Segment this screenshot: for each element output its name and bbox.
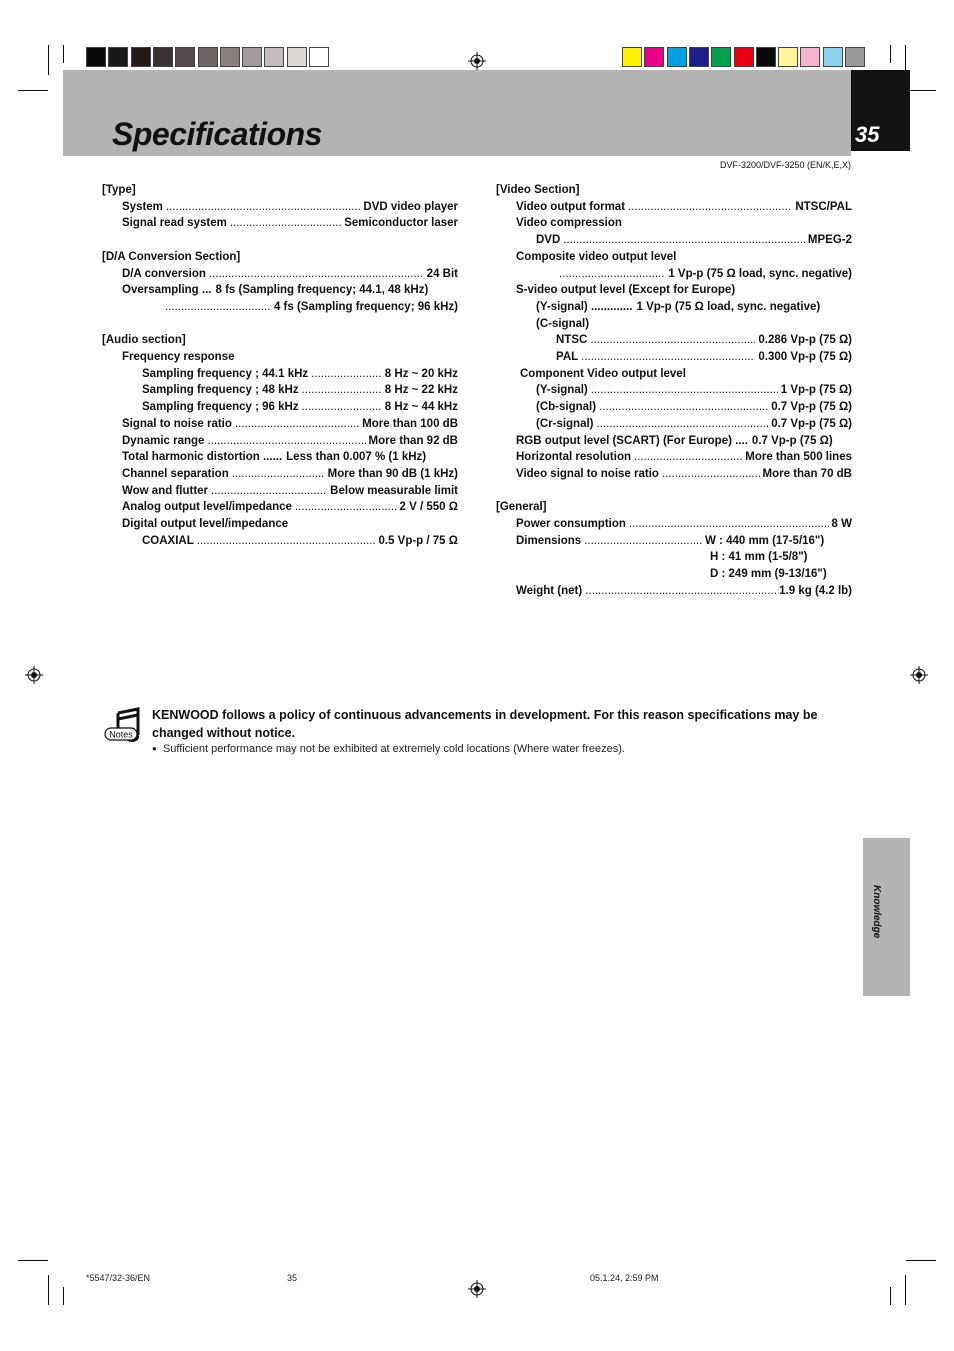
- registration-mark-icon: [25, 666, 43, 684]
- footer-date: 05.1.24, 2:59 PM: [590, 1273, 659, 1283]
- crop-mark: [63, 45, 64, 63]
- section-heading-type: [Type]: [102, 184, 136, 196]
- spec-row: Total harmonic distortion ...... Less than 0.007 % (1 kHz): [122, 451, 427, 464]
- color-swatch: [287, 47, 307, 67]
- spec-row: ..... 1 Vp-p (75 Ω load, sync. negative): [496, 266, 852, 283]
- crop-mark: [18, 1260, 48, 1261]
- registration-mark-icon: [910, 666, 928, 684]
- color-swatch: [264, 47, 284, 67]
- color-swatch: [823, 47, 843, 67]
- page-title: Specifications: [112, 116, 322, 152]
- crop-mark: [18, 90, 48, 91]
- color-swatch: [734, 47, 754, 67]
- spec-row: Sampling frequency ; 48 kHz ..... 8 Hz ~ 22 kHz: [102, 382, 458, 399]
- section-heading-da: [D/A Conversion Section]: [102, 250, 241, 263]
- model-line: DVF-3200/DVF-3250 (EN/K,E,X): [719, 160, 851, 170]
- color-swatch: [108, 47, 128, 67]
- page-number: 35: [855, 122, 880, 147]
- spec-row: DVD ..... MPEG-2: [496, 232, 852, 249]
- spec-column-right: [496, 182, 852, 600]
- crop-mark: [906, 90, 936, 91]
- svg-text:Notes: Notes: [109, 729, 133, 740]
- spec-row: Channel separation ..... More than 90 dB (1 kHz): [102, 466, 458, 483]
- spec-row: Analog output level/impedance ..... 2 V / 550 Ω: [102, 499, 458, 516]
- spec-row: Dimensions ..... W : 440 mm (17-5/16"): [496, 533, 852, 550]
- color-swatch: [667, 47, 687, 67]
- spec-row: Video output format ..... NTSC/PAL: [496, 199, 852, 216]
- spec-row: NTSC ..... 0.286 Vp-p (75 Ω): [496, 332, 852, 349]
- section-heading-general: [General]: [496, 501, 547, 514]
- spec-row: Dynamic range ..... More than 92 dB: [102, 433, 458, 450]
- spec-row: Signal to noise ratio ..... More than 100 dB: [102, 416, 458, 433]
- color-swatch: [622, 47, 642, 67]
- sub-heading: Component Video output level: [520, 367, 686, 380]
- spec-row: (Cb-signal) ..... 0.7 Vp-p (75 Ω): [496, 399, 852, 416]
- color-swatch: [689, 47, 709, 67]
- crop-mark: [890, 1287, 891, 1305]
- notes-bullet-text: Sufficient performance may not be exhibited at extremely cold locations (Where water freezes).: [162, 743, 625, 755]
- spec-row: Power consumption ..... 8 W: [496, 516, 852, 533]
- spec-row: H : 41 mm (1-5/8"): [710, 551, 808, 564]
- notes-main-text: KENWOOD follows a policy of continuous advancements in development. For this reason specifications may be changed without notice.: [152, 708, 818, 740]
- color-swatch: [756, 47, 776, 67]
- color-swatch: [86, 47, 106, 67]
- notes-bullet: ● Sufficient performance may not be exhibited at extremely cold locations (Where water freezes).: [152, 743, 625, 755]
- crop-mark: [905, 1275, 906, 1305]
- color-swatch: [800, 47, 820, 67]
- spec-row: D/A conversion ..... 24 Bit: [102, 266, 458, 283]
- notes-music-icon: [104, 707, 140, 747]
- spec-row: D : 249 mm (9-13/16"): [710, 568, 827, 581]
- color-swatch: [220, 47, 240, 67]
- spec-row: System ..... DVD video player: [102, 199, 458, 216]
- footer-page: 35: [287, 1273, 298, 1283]
- spec-row: Sampling frequency ; 44.1 kHz ..... 8 Hz ~ 20 kHz: [102, 366, 458, 383]
- spec-row: Weight (net) ..... 1.9 kg (4.2 lb): [496, 583, 852, 600]
- spec-row: (Y-signal) ..... 1 Vp-p (75 Ω): [496, 382, 852, 399]
- section-heading-video: [Video Section]: [496, 184, 580, 196]
- crop-mark: [890, 45, 891, 63]
- spec-row: COAXIAL ..... 0.5 Vp-p / 75 Ω: [102, 533, 458, 550]
- spec-row: Signal read system ..... Semiconductor laser: [102, 215, 458, 232]
- spec-row: PAL ..... 0.300 Vp-p (75 Ω): [496, 349, 852, 366]
- color-swatch: [711, 47, 731, 67]
- registration-mark-icon: [468, 52, 486, 70]
- sub-heading: S-video output level (Except for Europe): [516, 284, 736, 297]
- spec-row: Wow and flutter ..... Below measurable limit: [102, 483, 458, 500]
- spec-row: (Cr-signal) ..... 0.7 Vp-p (75 Ω): [496, 416, 852, 433]
- color-swatch: [644, 47, 664, 67]
- color-swatch: [778, 47, 798, 67]
- spec-row: Sampling frequency ; 96 kHz ..... 8 Hz ~ 44 kHz: [102, 399, 458, 416]
- spec-row: RGB output level (SCART) (For Europe) .... 0.7 Vp-p (75 Ω): [516, 434, 833, 447]
- registration-mark-icon: [468, 1280, 486, 1298]
- spec-column-left: [102, 182, 458, 549]
- spec-row: (Y-signal) ............. 1 Vp-p (75 Ω load, sync. negative): [536, 300, 821, 313]
- section-heading-audio: [Audio section]: [102, 334, 186, 347]
- sub-heading: Video compression: [516, 217, 622, 230]
- spec-row: Horizontal resolution ..... More than 500 lines: [496, 449, 852, 466]
- spec-row: ..... 4 fs (Sampling frequency; 96 kHz): [102, 299, 458, 316]
- sub-heading: (C-signal): [536, 317, 590, 330]
- side-tab-label: Knowledge: [871, 885, 882, 939]
- spec-row: Oversampling ... 8 fs (Sampling frequency; 44.1, 48 kHz): [122, 284, 429, 297]
- crop-mark: [48, 1275, 49, 1305]
- color-swatch: [309, 47, 329, 67]
- sub-heading: Frequency response: [122, 351, 235, 363]
- crop-mark: [906, 1260, 936, 1261]
- footer-code: *5547/32-36/EN: [86, 1273, 151, 1283]
- color-swatch: [845, 47, 865, 67]
- color-swatch: [242, 47, 262, 67]
- sub-heading: Digital output level/impedance: [122, 518, 289, 531]
- spec-row: Video signal to noise ratio ..... More than 70 dB: [496, 466, 852, 483]
- color-swatch: [175, 47, 195, 67]
- crop-mark: [48, 45, 49, 75]
- color-swatch: [153, 47, 173, 67]
- color-swatch: [198, 47, 218, 67]
- color-swatch: [131, 47, 151, 67]
- sub-heading: Composite video output level: [516, 250, 677, 263]
- crop-mark: [63, 1287, 64, 1305]
